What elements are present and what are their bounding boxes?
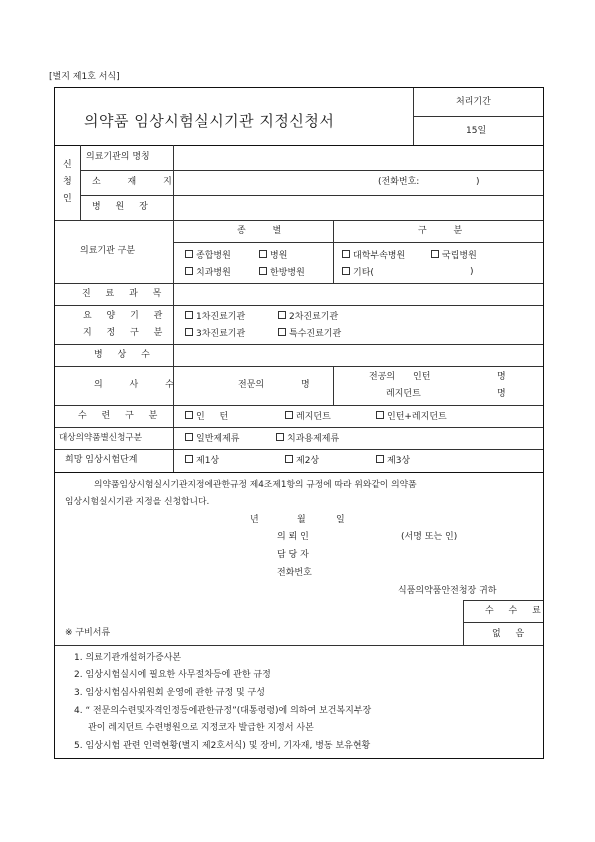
checkbox-icon bbox=[376, 455, 384, 463]
care-level-label-1: 요 양 기 관 bbox=[83, 311, 169, 321]
type-option-label: 병원 bbox=[270, 251, 288, 261]
phone-label: (전화번호: bbox=[378, 177, 420, 187]
care-level-option-label: 3차진료기관 bbox=[196, 329, 246, 339]
recipient-label: 식품의약품안전청장 귀하 bbox=[398, 586, 497, 596]
checkbox-icon bbox=[185, 267, 193, 275]
divider bbox=[413, 116, 543, 117]
divider bbox=[333, 366, 334, 405]
divider bbox=[463, 600, 464, 645]
manager-label: 담 당 자 bbox=[277, 550, 309, 560]
divider bbox=[55, 305, 543, 306]
trial-phase-option-label: 제1상 bbox=[196, 456, 220, 466]
care-level-secondary-checkbox[interactable] bbox=[278, 311, 338, 323]
divider bbox=[55, 145, 543, 146]
departments-field[interactable] bbox=[175, 285, 541, 304]
division-other-close: ) bbox=[470, 267, 474, 277]
date-year-label: 년 bbox=[250, 515, 259, 525]
divider bbox=[333, 220, 334, 283]
address-field[interactable] bbox=[175, 172, 541, 193]
training-both-checkbox[interactable] bbox=[376, 411, 447, 423]
fee-label: 수 수 료 bbox=[485, 606, 547, 616]
applicant-side-label-3: 인 bbox=[63, 194, 72, 204]
resident-unit: 명 bbox=[497, 389, 506, 399]
divider bbox=[55, 472, 543, 473]
checkbox-icon bbox=[276, 433, 284, 441]
document-item: 4. “ 전문의수련및자격인정등에관한규정”(대통령령)에 의하여 보건복지부장 bbox=[74, 706, 372, 716]
type-dental-hospital-checkbox[interactable] bbox=[185, 267, 231, 279]
training-option-label: 인턴+레지던트 bbox=[387, 412, 447, 422]
divider bbox=[173, 242, 543, 243]
director-field[interactable] bbox=[175, 197, 541, 218]
training-option-label: 인 턴 bbox=[196, 412, 235, 422]
divider bbox=[55, 405, 543, 406]
beds-field[interactable] bbox=[175, 346, 541, 365]
checkbox-icon bbox=[376, 411, 384, 419]
trial-phase-label: 희망 임상시험단계 bbox=[65, 455, 138, 465]
trainee-label: 전공의 bbox=[369, 372, 396, 382]
intern-unit: 명 bbox=[497, 372, 506, 382]
date-month-label: 월 bbox=[297, 515, 306, 525]
trial-phase-option-label: 제2상 bbox=[296, 456, 320, 466]
divider bbox=[55, 366, 543, 367]
processing-period-label: 처리기간 bbox=[456, 97, 491, 107]
documents-header: ※ 구비서류 bbox=[65, 628, 111, 638]
division-university-checkbox[interactable] bbox=[342, 250, 405, 262]
drug-category-option-label: 일반제제류 bbox=[196, 434, 240, 444]
departments-label: 진 료 과 목 bbox=[82, 289, 168, 299]
divider bbox=[80, 170, 543, 171]
institution-name-field[interactable] bbox=[175, 147, 541, 168]
checkbox-icon bbox=[185, 455, 193, 463]
division-other-checkbox[interactable] bbox=[342, 267, 374, 279]
applicant-side-label-1: 신 bbox=[63, 160, 72, 170]
date-day-label: 일 bbox=[336, 515, 345, 525]
type-option-label: 치과병원 bbox=[196, 268, 231, 278]
checkbox-icon bbox=[285, 455, 293, 463]
care-level-option-label: 2차진료기관 bbox=[289, 312, 339, 322]
address-label: 소 재 지 bbox=[92, 177, 184, 187]
statement-line-2: 임상시험실시기관 지정을 신청합니다. bbox=[65, 497, 210, 507]
division-option-label: 국립병원 bbox=[442, 251, 477, 261]
resident-label: 레지던트 bbox=[386, 389, 421, 399]
checkbox-icon bbox=[285, 411, 293, 419]
applicant-signature-label: 의 뢰 인 bbox=[277, 532, 309, 542]
document-item: 5. 임상시험 관련 인력현황(별지 제2호서식) 및 장비, 기자재, 병동 보유현황 bbox=[74, 741, 371, 751]
institution-name-label: 의료기관의 명칭 bbox=[86, 152, 150, 162]
manager-phone-label: 전화번호 bbox=[277, 568, 312, 578]
trial-phase-2-checkbox[interactable] bbox=[285, 455, 319, 467]
checkbox-icon bbox=[431, 250, 439, 258]
statement-line-1: 의약품임상시험실시기관지정에관한규정 제4조제1항의 규정에 따라 위와같이 의약품 bbox=[94, 480, 417, 490]
divider bbox=[55, 645, 543, 646]
checkbox-icon bbox=[278, 328, 286, 336]
drug-category-option-label: 치과용제제류 bbox=[287, 434, 340, 444]
intern-label: 인턴 bbox=[413, 372, 431, 382]
division-option-label: 기타( bbox=[353, 268, 374, 278]
type-general-hospital-checkbox[interactable] bbox=[185, 250, 231, 262]
signature-note: (서명 또는 인) bbox=[401, 532, 458, 542]
training-option-label: 레지던트 bbox=[296, 412, 331, 422]
care-level-tertiary-checkbox[interactable] bbox=[185, 328, 245, 340]
training-intern-checkbox[interactable] bbox=[185, 411, 234, 423]
checkbox-icon bbox=[259, 250, 267, 258]
applicant-side-label-2: 청 bbox=[63, 177, 72, 187]
document-item: 2. 임상시험실시에 필요한 사무절차등에 관한 규정 bbox=[74, 670, 271, 680]
drug-category-label: 대상의약품별신청구분 bbox=[59, 433, 143, 443]
divider bbox=[173, 145, 174, 472]
trial-phase-3-checkbox[interactable] bbox=[376, 455, 410, 467]
care-level-special-checkbox[interactable] bbox=[278, 328, 341, 340]
divider bbox=[463, 622, 543, 623]
care-level-label-2: 지 정 구 분 bbox=[83, 328, 169, 338]
divider bbox=[55, 220, 543, 221]
type-option-label: 한방병원 bbox=[270, 268, 305, 278]
drug-category-general-checkbox[interactable] bbox=[185, 433, 239, 445]
beds-label: 병 상 수 bbox=[94, 350, 156, 360]
divider bbox=[463, 600, 543, 601]
specialist-label: 전문의 bbox=[238, 380, 265, 390]
type-hospital-checkbox[interactable] bbox=[259, 250, 287, 262]
divider bbox=[80, 195, 543, 196]
care-level-option-label: 특수진료기관 bbox=[289, 329, 342, 339]
fee-value: 없 음 bbox=[492, 629, 531, 639]
doctors-label: 의 사 수 bbox=[94, 380, 186, 390]
document-item: 3. 임상시험심사위원회 운영에 관한 규정 및 구성 bbox=[74, 688, 265, 698]
checkbox-icon bbox=[185, 328, 193, 336]
document-item: 1. 의료기관개설허가증사본 bbox=[74, 653, 182, 663]
specialist-unit: 명 bbox=[301, 380, 310, 390]
divider bbox=[55, 283, 543, 284]
drug-category-dental-checkbox[interactable] bbox=[276, 433, 339, 445]
type-option-label: 종합병원 bbox=[196, 251, 231, 261]
trial-phase-option-label: 제3상 bbox=[387, 456, 411, 466]
processing-period-value: 15일 bbox=[466, 126, 487, 136]
type-oriental-hospital-checkbox[interactable] bbox=[259, 267, 305, 279]
phone-close: ) bbox=[476, 177, 480, 187]
checkbox-icon bbox=[278, 311, 286, 319]
form-title: 의약품 임상시험실시기관 지정신청서 bbox=[84, 112, 335, 130]
training-resident-checkbox[interactable] bbox=[285, 411, 331, 423]
document-item: 관이 레지던트 수련병원으로 지정코자 발급한 지정서 사본 bbox=[88, 723, 314, 733]
division-option-label: 대학부속병원 bbox=[353, 251, 406, 261]
form-label: [별지 제1호 서식] bbox=[49, 72, 120, 82]
checkbox-icon bbox=[342, 267, 350, 275]
checkbox-icon bbox=[259, 267, 267, 275]
director-label: 병 원 장 bbox=[92, 202, 154, 212]
checkbox-icon bbox=[185, 433, 193, 441]
type-column-header: 종 별 bbox=[237, 226, 294, 236]
divider bbox=[55, 427, 543, 428]
checkbox-icon bbox=[342, 250, 350, 258]
divider bbox=[55, 449, 543, 450]
division-column-header: 구 분 bbox=[418, 226, 475, 236]
care-level-option-label: 1차진료기관 bbox=[196, 312, 246, 322]
checkbox-icon bbox=[185, 250, 193, 258]
divider bbox=[80, 145, 81, 220]
divider bbox=[55, 344, 543, 345]
classification-label: 의료기관 구분 bbox=[80, 246, 136, 256]
checkbox-icon bbox=[185, 311, 193, 319]
trial-phase-1-checkbox[interactable] bbox=[185, 455, 219, 467]
checkbox-icon bbox=[185, 411, 193, 419]
care-level-primary-checkbox[interactable] bbox=[185, 311, 245, 323]
training-label: 수 련 구 분 bbox=[78, 411, 164, 421]
division-national-checkbox[interactable] bbox=[431, 250, 477, 262]
